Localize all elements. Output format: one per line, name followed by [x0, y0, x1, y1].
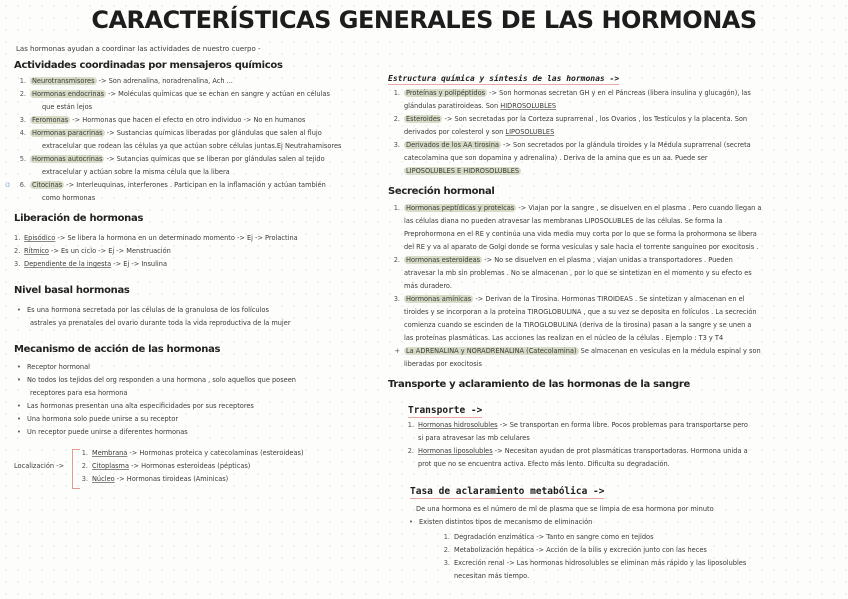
list-item: 3. Núcleo -> Hormonas tiroideas (Aminicas)	[81, 475, 229, 483]
list-item: 1. Hormonas hidrosolubles -> Se transportan en forma libre. Pocos problemas para transportarse pero	[407, 421, 748, 429]
list-item: + La ADRENALINA y NORADRENALINA (Catecolamina) Se almacenan en vesículas en la médula espinal y son	[394, 347, 761, 355]
list-item: 2. Hormonas liposolubles -> Necesitan ayudan de prot plasmáticas transportadoras. Hormona unida a	[407, 447, 748, 455]
list-item: • No todos los tejidos del org responden a una hormona , solo aquellos que poseen	[14, 374, 386, 387]
list-item-cont: comienza cuando se escinden de la TIROGLOBULINA (deriva de la tirosina) pasan a la sangre y se unen a	[404, 321, 752, 329]
tasa-list	[406, 503, 836, 529]
mecanismo-list	[14, 361, 386, 439]
list-item: 3. Feromonas -> Hormonas que hacen el efecto en otro individuo -> No en humanos	[19, 116, 306, 124]
margin-mark: ɑ	[5, 180, 11, 189]
list-item-cont: catecolamina que son dopamina y adrenalina) . Deriva de la amina que es un aa. Puede ser	[404, 154, 708, 162]
list-item-cont: atravesar la mb sin problemas . No se almacenan , por lo que se sintetizan en el momento y su efecto es	[404, 269, 752, 277]
list-item-cont: las proteínas plasmáticas. Las acciones las realizan en el núcleo de la células . Ejemplo : T3 y T4	[404, 334, 724, 342]
list-item: • Un receptor puede unirse a diferentes hormonas	[14, 426, 386, 439]
nivel-basal-list	[14, 304, 386, 330]
list-item-cont: derivados por colesterol y son LIPOSOLUBLES	[404, 128, 555, 136]
left-column	[14, 45, 386, 489]
list-item-cont: las células diana no pueden atravesar las membranas LIPOSOLUBLES de las células. Se forma la	[404, 217, 723, 225]
transporte-aclaramiento-heading: Transporte y aclaramiento de las hormonas de la sangre	[388, 379, 691, 390]
localizacion-block	[14, 447, 386, 489]
mecanismo-heading: Mecanismo de acción de las hormonas	[14, 344, 221, 355]
list-item-cont: si para atravesar las mb celulares	[418, 434, 530, 442]
tasa-intro: De una hormona es el número de ml de plasma que se limpia de esa hormona por minuto	[416, 505, 714, 513]
list-item: 3. Excreción renal -> Las hormonas hidrosolubles se eliminan más rápido y las liposolubles	[443, 559, 747, 567]
brace-decoration	[72, 449, 80, 489]
liberacion-list	[14, 232, 386, 271]
list-item-cont: que están lejos	[42, 103, 93, 111]
mensajeros-heading: Actividades coordinadas por mensajeros químicos	[14, 60, 283, 71]
list-item: 1. Episódico -> Se libera la hormona en un determinado momento -> Ej -> Prolactina	[14, 234, 298, 242]
list-item: 2. Hormonas esteroideas -> No se disuelven en el plasma , viajan unidas a transportadores . Pueden	[393, 256, 733, 264]
list-item: 5. Hormonas autocrinas -> Sutancias químicas que se liberan por glándulas salen al tejido	[19, 155, 325, 163]
right-column	[388, 66, 836, 583]
transporte-block	[388, 398, 836, 418]
list-item: • Una hormona solo puede unirse a su receptor	[14, 413, 386, 426]
page-title: CARACTERÍSTICAS GENERALES DE LAS HORMONAS	[91, 6, 757, 34]
tasa-heading: Tasa de aclaramiento metabólica ->	[410, 486, 605, 497]
list-item: 1. Hormonas peptídicas y proteicas -> Viajan por la sangre , se disuelven en el plasma . Pero cuando llegan a	[393, 204, 762, 212]
mensajeros-list	[14, 75, 386, 205]
localizacion-label: Localización ->	[14, 462, 65, 470]
list-item-cont: Preprohormona en el RE y continúa una vida media muy corta por lo que se forma la prohormona se libera	[404, 230, 757, 238]
localizacion-list	[80, 447, 304, 486]
list-item: • Receptor hormonal	[14, 361, 386, 374]
list-item: 1. Membrana -> Hormonas proteica y catecolaminas (esteroideas)	[81, 449, 304, 457]
estructura-heading: Estructura química y síntesis de las hormonas ->	[388, 74, 620, 83]
transporte-list	[402, 419, 836, 471]
list-item: 1. Proteínas y polipéptidos -> Son hormonas secretan GH y en el Páncreas (libera insulina y glucagón), las	[393, 89, 751, 97]
list-item-cont: LIPOSOLUBLES E HIDROSOLUBLES	[406, 167, 520, 175]
estructura-list	[388, 87, 836, 178]
tasa-block	[388, 479, 836, 499]
list-item: 4. Hormonas paracrinas -> Sustancias químicas liberadas por glándulas que salen al flujo	[19, 129, 322, 137]
list-item-cont: extracelular y actúan sobre la misma célula que la libera	[42, 168, 230, 176]
list-item-cont: liberadas por exocitosis	[404, 360, 482, 368]
secrecion-list	[388, 202, 836, 371]
eliminacion-list	[388, 531, 836, 583]
intro-text: Las hormonas ayudan a coordinar las actividades de nuestro cuerpo -	[16, 45, 261, 53]
list-item-cont: tiroides y se incorporan a la proteína TIROGLOBULINA , que a su vez se deposita en folículos . La secreción	[404, 308, 757, 316]
list-item: 3. Dependiente de la ingesta -> Ej -> Insulina	[14, 260, 167, 268]
list-item-cont: del RE y va al aparato de Golgi donde se forma vesículas y sale hacia el torrente sanguíneo por exocitosis .	[404, 243, 759, 251]
list-item: 3. Hormonas amínicas -> Derivan de la Tirosina. Hormonas TIROIDEAS . Se sintetizan y almacenan en el	[393, 295, 745, 303]
list-item: • Es una hormona secretada por las células de la granulosa de los folículos	[14, 304, 386, 317]
list-item: 3. Derivados de los AA tirosina -> Son secretados por la glándula tiroides y la Médula suprarrenal (secreta	[393, 141, 751, 149]
list-item-cont: necesitan más tiempo.	[454, 572, 530, 580]
list-item-cont: glándulas paratiroideas. Son HIDROSOLUBLES	[404, 102, 557, 110]
list-item: 6. Citocinas -> Interleuquinas, interferones . Participan en la inflamación y actúan también	[19, 181, 326, 189]
list-item: 2. Rítmico -> Es un ciclo -> Ej -> Menstruación	[14, 247, 171, 255]
list-item-cont: como hormonas	[42, 194, 96, 202]
list-item-cont: prot que no se encuentra activa. Efecto más lento. Dificulta su degradación.	[418, 460, 670, 468]
list-item: • Existen distintos tipos de mecanismo de eliminación	[406, 516, 836, 529]
liberacion-heading: Liberación de hormonas	[14, 213, 144, 224]
list-item: 2. Esteroides -> Son secretadas por la Corteza suprarrenal , los Ovarios , los Testículos y la placenta. Son	[393, 115, 748, 123]
list-item-cont: más duradero.	[404, 282, 452, 290]
list-item-cont: extracelular que rodean las células ya que actúan sobre células juntas.Ej Neutrahamisores	[42, 142, 342, 150]
list-item: 2. Metabolización hepática -> Acción de la bilis y excreción junto con las heces	[443, 546, 707, 554]
list-item: 2. Citoplasma -> Hormonas esteroideas (pépticas)	[81, 462, 251, 470]
list-item-cont: astrales ya prenatales del ovario durante toda la vida reproductiva de la mujer	[30, 319, 291, 327]
list-item: • Las hormonas presentan una alta especificidades por sus receptores	[14, 400, 386, 413]
list-item: 1. Neurotransmisores -> Son adrenalina, noradrenalina, Ach ...	[19, 77, 233, 85]
transporte-heading: Transporte ->	[408, 405, 483, 416]
list-item: 1. Degradación enzimática -> Tanto en sangre como en tejidos	[443, 533, 654, 541]
list-item-cont: receptores para esa hormona	[30, 389, 128, 397]
nivel-basal-heading: Nivel basal hormonas	[14, 285, 130, 296]
list-item: 2. Hormonas endocrinas -> Moléculas químicas que se echan en sangre y actúan en células	[19, 90, 330, 98]
secrecion-heading: Secreción hormonal	[388, 186, 495, 197]
